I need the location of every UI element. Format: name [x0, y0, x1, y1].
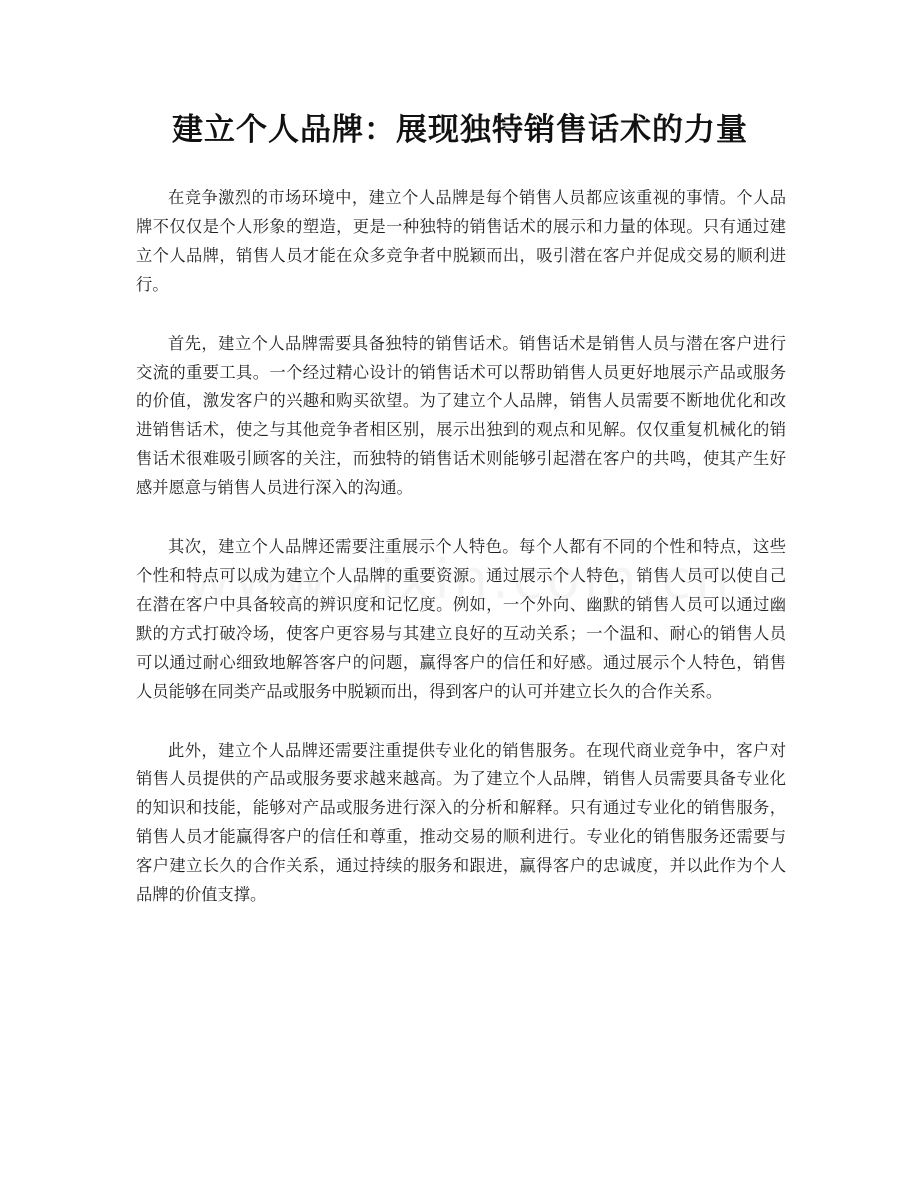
paragraph-intro: 在竞争激烈的市场环境中，建立个人品牌是每个销售人员都应该重视的事情。个人品牌不仅仅是个人形象的塑造，更是一种独特的销售话术的展示和力量的体现。只有通过建立个人品牌，销售人员才能在众多竞争者中脱颖而出，吸引潜在客户并促成交易的顺利进行。: [136, 188, 786, 294]
paragraph-personal-traits: 其次，建立个人品牌还需要注重展示个人特色。每个人都有不同的个性和特点，这些个性和特点可以成为建立个人品牌的重要资源。通过展示个人特色，销售人员可以使自己在潜在客户中具备较高的辨识度和记忆度。例如，一个外向、幽默的销售人员可以通过幽默的方式打破冷场，使客户更容易与其建立良好的互动关系；一个温和、耐心的销售人员可以通过耐心细致地解答客户的问题，赢得客户的信任和好感。通过展示个人特色，销售人员能够在同类产品或服务中脱颖而出，得到客户的认可并建立长久的合作关系。: [136, 537, 786, 701]
document-title: 建立个人品牌：展现独特销售话术的力量: [172, 112, 748, 148]
paragraph-professional-service: 此外，建立个人品牌还需要注重提供专业化的销售服务。在现代商业竞争中，客户对销售人员提供的产品或服务要求越来越高。为了建立个人品牌，销售人员需要具备专业化的知识和技能，能够对产品或服务进行深入的分析和解释。只有通过专业化的销售服务，销售人员才能赢得客户的信任和尊重，推动交易的顺利进行。专业化的销售服务还需要与客户建立长久的合作关系，通过持续的服务和跟进，赢得客户的忠诚度，并以此作为个人品牌的价值支撑。: [136, 740, 786, 905]
paragraph-sales-script: 首先，建立个人品牌需要具备独特的销售话术。销售话术是销售人员与潜在客户进行交流的重要工具。一个经过精心设计的销售话术可以帮助销售人员更好地展示产品或服务的价值，激发客户的兴趣和购买欲望。为了建立个人品牌，销售人员需要不断地优化和改进销售话术，使之与其他竞争者相区别，展示出独到的观点和见解。仅仅重复机械化的销售话术很难吸引顾客的关注，而独特的销售话术则能够引起潜在客户的共鸣，使其产生好感并愿意与销售人员进行深入的沟通。: [136, 333, 786, 498]
document-body: [136, 184, 786, 940]
